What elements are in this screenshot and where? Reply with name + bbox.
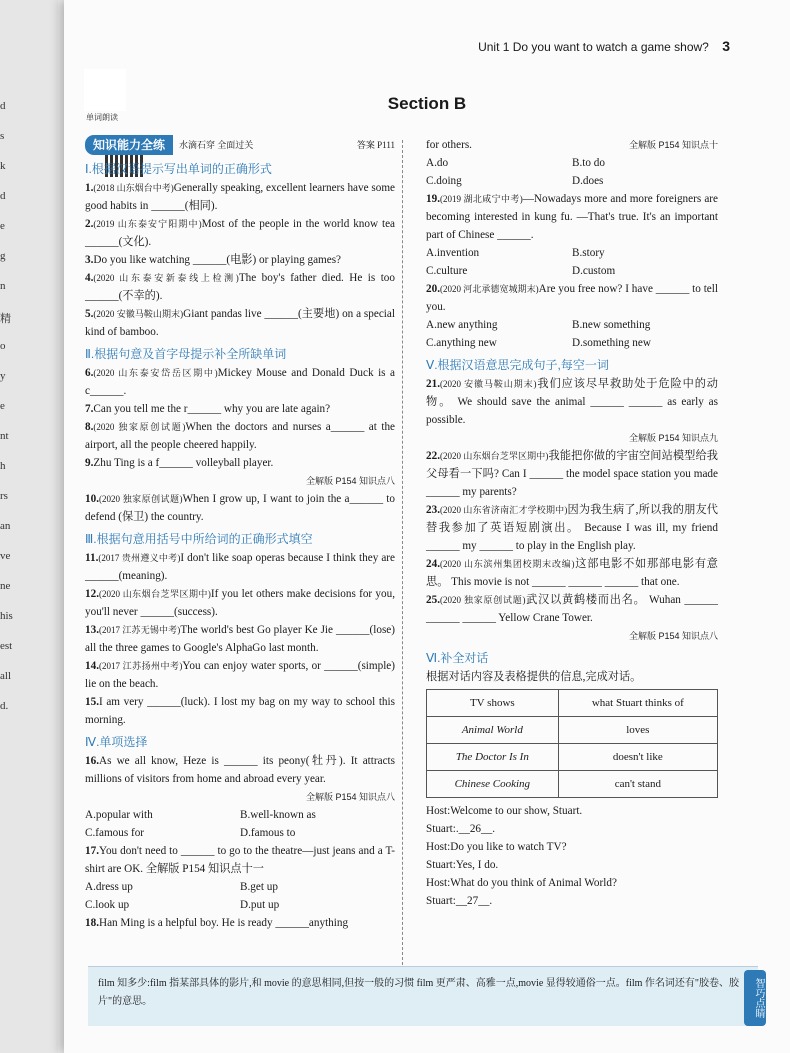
margin-fragment: nt: [0, 430, 9, 442]
question-source: (2018 山东烟台中考): [93, 183, 174, 193]
reference-note: 全解版 P154 知识点八: [628, 631, 718, 641]
question-source: (2020 安徽马鞍山期末): [93, 309, 184, 319]
dialog-line: Stuart:.__26__.: [426, 823, 495, 835]
question: [426, 190, 718, 244]
reference-note: 全解版 P154 知识点九: [628, 433, 718, 443]
question-text: The boy's father died. He is too ______(不幸的).: [85, 272, 395, 302]
question-text: Giant pandas live ______(主要地) on a special kind of bamboo.: [85, 308, 395, 338]
part-heading: Ⅳ.单项选择: [85, 735, 148, 749]
question-text: —Nowadays more and more foreigners are becoming interested in kung fu. —That's true. It's an important part of Chinese ______.: [426, 193, 718, 241]
question-text: You can enjoy water sports, or ______(simple) lie on the beach.: [85, 660, 395, 690]
question-source: (2020 安徽马鞍山期末): [439, 379, 537, 389]
option[interactable]: B.get up: [240, 881, 278, 893]
question-source: (2019 山东泰安宁阳期中): [93, 219, 202, 229]
question: [426, 375, 718, 429]
question-number: 4.: [85, 272, 94, 284]
question-text: Han Ming is a helpful boy. He is ready ______anything: [98, 917, 349, 929]
margin-fragment: an: [0, 520, 11, 532]
option[interactable]: C.look up: [85, 899, 130, 911]
question: [426, 555, 718, 591]
margin-fragment: ve: [0, 550, 11, 562]
text-line: [426, 136, 718, 154]
unit-title: Unit 1 Do you want to watch a game show?: [478, 40, 709, 54]
question-number: 8.: [85, 421, 94, 433]
question-source: (2020 山东烟台芝罘区期中): [98, 589, 211, 599]
margin-fragment: h: [0, 460, 6, 472]
question-source: (2019 湖北咸宁中考): [439, 194, 523, 204]
question-source: (2020 山东泰安岱岳区期中): [93, 368, 218, 378]
question-number: 17.: [85, 845, 99, 857]
question: [85, 585, 395, 621]
option[interactable]: D.famous to: [240, 827, 296, 839]
question: [85, 305, 395, 341]
question-text: As we all know, Heze is ______ its peony(牡丹). It attracts millions of visitors from home and abroad every year.: [85, 755, 395, 785]
table-cell: The Doctor Is In: [427, 744, 559, 771]
margin-fragment: d: [0, 100, 6, 112]
question: [85, 418, 395, 454]
option[interactable]: C.anything new: [426, 337, 497, 349]
question-source: (2020 河北承德宽城期末): [439, 284, 539, 294]
reference-note: 全解版 P154 知识点八: [305, 792, 395, 802]
option[interactable]: B.to do: [572, 157, 605, 169]
option[interactable]: A.new anything: [426, 319, 498, 331]
tip-footer: film 知多少:film 指某部具体的影片,和 movie 的意思相同,但按一般的习惯 film 更严肃、高雅一点,movie 显得较通俗一点。film 作名词还有"胶卷、胶片"的意思。: [88, 966, 758, 1026]
question-text: Generally speaking, excellent learners have some good habits in ______(相同).: [85, 182, 395, 212]
dialog-line: Stuart:__27__.: [426, 895, 493, 907]
question-source: (2017 江苏无锡中考): [98, 625, 181, 635]
option[interactable]: A.popular with: [85, 809, 153, 821]
option[interactable]: C.famous for: [85, 827, 145, 839]
banner-subtitle: 水滴石穿 全面过关: [179, 140, 254, 150]
table-cell: Chinese Cooking: [427, 771, 559, 798]
dialog-line: Host:Do you like to watch TV?: [426, 841, 567, 853]
option[interactable]: A.invention: [426, 247, 480, 259]
tv-show-table: [426, 689, 718, 798]
question-text: for others.: [426, 139, 472, 151]
question-text: 根据对话内容及表格提供的信息,完成对话。: [426, 671, 642, 683]
question-number: 6.: [85, 367, 94, 379]
question-number: 11.: [85, 552, 99, 564]
question-source: (2017 江苏扬州中考): [98, 661, 183, 671]
table-header-cell: TV shows: [427, 690, 559, 717]
question-number: 22.: [426, 450, 440, 462]
right-column: [426, 136, 718, 910]
options: [85, 878, 395, 914]
section-title: Section B: [387, 94, 467, 113]
margin-fragment: n: [0, 280, 6, 292]
option[interactable]: B.story: [572, 247, 605, 259]
question-number: 2.: [85, 218, 94, 230]
question-text: Mickey Mouse and Donald Duck is a c______.: [85, 367, 395, 397]
question-text: When I grow up, I want to join the a______ to defend (保卫) the country.: [85, 493, 396, 523]
question-number: 13.: [85, 624, 99, 636]
margin-fragment: rs: [0, 490, 8, 502]
question-text: When the doctors and nurses a______ at the airport, all the people cheered happily.: [85, 421, 396, 451]
question-text: 武汉以黄鹤楼而出名。 Wuhan ______ ______ ______ Yellow Crane Tower.: [426, 594, 718, 624]
question: [85, 490, 395, 526]
workbook-page: [64, 0, 790, 1053]
question-source: (2020 独家原创试题): [93, 422, 186, 432]
table-header-cell: what Stuart thinks of: [558, 690, 717, 717]
question-text: I don't like soap operas because I think they are ______(meaning).: [85, 552, 395, 582]
margin-fragment: s: [0, 130, 5, 142]
question: [85, 914, 395, 932]
option[interactable]: B.well-known as: [240, 809, 316, 821]
options: [85, 806, 395, 842]
question: [85, 269, 395, 305]
question-number: 24.: [426, 558, 440, 570]
margin-fragment: his: [0, 610, 13, 622]
dialog-line: Stuart:Yes, I do.: [426, 859, 499, 871]
question: [426, 447, 718, 501]
margin-fragment: e: [0, 400, 5, 412]
question-text: I am very ______(luck). I lost my bag on my way to school this morning.: [85, 696, 395, 726]
column-divider: [402, 140, 403, 965]
question-number: 21.: [426, 378, 440, 390]
option[interactable]: B.new something: [572, 319, 651, 331]
page-number: 3: [722, 38, 730, 54]
question-text: If you let others make decisions for you, you'll never ______(success).: [85, 588, 395, 618]
margin-fragment: k: [0, 160, 6, 172]
question-text: 这部电影不如那部电影有意思。 This movie is not ______ ______ ______ that one.: [426, 558, 718, 588]
options: [426, 154, 718, 190]
question: [85, 251, 395, 269]
margin-fragment: e: [0, 220, 5, 232]
question-text: 我们应该尽早救助处于危险中的动物。 We should save the animal ______ ______ as early as possible.: [426, 378, 718, 426]
side-tab: 智巧点睛: [744, 970, 766, 1026]
question-number: 7.: [85, 403, 94, 415]
question-source: (2020 独家原创试题): [439, 595, 526, 605]
margin-fragment: d.: [0, 700, 9, 712]
part-heading: Ⅵ.补全对话: [426, 651, 489, 665]
question-number: 15.: [85, 696, 99, 708]
reference-note: 全解版 P154 知识点十: [628, 140, 718, 150]
question-text: 因为我生病了,所以我的朋友代替我参加了英语短剧演出。 Because I was ill, my friend ______ my ______ to play in the English play.: [426, 504, 718, 552]
question-source: (2020 山东烟台芝罘区期中): [439, 451, 549, 461]
option[interactable]: D.something new: [572, 337, 651, 349]
question-number: 14.: [85, 660, 99, 672]
adjacent-page-edge: [0, 0, 58, 1053]
dialog-line: Host:What do you think of Animal World?: [426, 877, 617, 889]
left-column: [85, 136, 395, 932]
option[interactable]: C.culture: [426, 265, 468, 277]
question-source: (2020 山东泰安新泰线上检测): [93, 273, 239, 283]
question: [426, 591, 718, 627]
option[interactable]: C.doing: [426, 175, 462, 187]
question-text: Can you tell me the r______ why you are late again?: [93, 403, 331, 415]
option[interactable]: A.dress up: [85, 881, 133, 893]
question: [85, 364, 395, 400]
option[interactable]: A.do: [426, 157, 449, 169]
question: [85, 752, 395, 788]
question: [426, 280, 718, 316]
options: [426, 316, 718, 352]
question: [85, 693, 395, 729]
question-number: 25.: [426, 594, 440, 606]
margin-fragment: g: [0, 250, 6, 262]
dialog-line: Host:Welcome to our show, Stuart.: [426, 805, 583, 817]
margin-fragment: o: [0, 340, 6, 352]
dialog: [426, 802, 718, 910]
question: [426, 501, 718, 555]
question-number: 19.: [426, 193, 440, 205]
question-number: 9.: [85, 457, 94, 469]
page-header: [478, 38, 730, 54]
question-text: Do you like watching ______(电影) or playing games?: [93, 254, 342, 266]
options: [426, 244, 718, 280]
margin-fragment: ne: [0, 580, 11, 592]
margin-fragment: d: [0, 190, 6, 202]
margin-fragment: all: [0, 670, 11, 682]
question: [85, 842, 395, 878]
question-number: 20.: [426, 283, 440, 295]
question-number: 5.: [85, 308, 94, 320]
question-text: Most of the people in the world know tea ______(文化).: [85, 218, 395, 248]
banner-tag: 知识能力全练: [85, 135, 173, 155]
question-number: 18.: [85, 917, 99, 929]
section-banner: [85, 136, 395, 154]
question-text: Zhu Ting is a f______ volleyball player.: [93, 457, 274, 469]
question-source: (2020 山东省济南汇才学校期中): [439, 505, 568, 515]
part-heading: Ⅲ.根据句意用括号中所给词的正确形式填空: [85, 532, 313, 546]
question: [85, 179, 395, 215]
option[interactable]: D.put up: [240, 899, 280, 911]
question-text: Are you free now? I have ______ to tell you.: [426, 283, 718, 313]
question: [85, 621, 395, 657]
table-cell: can't stand: [558, 771, 717, 798]
table-cell: Animal World: [427, 717, 559, 744]
question: [85, 549, 395, 585]
question: [85, 400, 395, 418]
question-source: (2020 独家原创试题): [98, 494, 183, 504]
reference-note: 全解版 P154 知识点八: [305, 476, 395, 486]
question-number: 16.: [85, 755, 99, 767]
part-heading: Ⅴ.根据汉语意思完成句子,每空一词: [426, 358, 609, 372]
margin-fragment: est: [0, 640, 13, 652]
text-line: [426, 668, 718, 686]
option[interactable]: D.custom: [572, 265, 616, 277]
margin-fragment: y: [0, 370, 6, 382]
option[interactable]: D.does: [572, 175, 604, 187]
question-source: (2020 山东滨州集团校期末改编): [439, 559, 575, 569]
question-text: The world's best Go player Ke Jie ______(lose) all the three games to Google's AlphaGo last month.: [85, 624, 395, 654]
question-text: You don't need to ______ to go to the theatre—just jeans and a T-shirt are OK. 全解版 P154 知识点十一: [85, 845, 395, 875]
question-text: 我能把你做的宇宙空间站模型给我父母看一下吗? Can I ______ the model space station you made ______ my parents?: [426, 450, 718, 498]
question-number: 23.: [426, 504, 440, 516]
question: [85, 454, 395, 472]
question: [85, 657, 395, 693]
question-source: (2017 贵州遵义中考): [98, 553, 181, 563]
question-number: 12.: [85, 588, 99, 600]
part-heading: Ⅱ.根据句意及首字母提示补全所缺单词: [85, 347, 287, 361]
table-cell: doesn't like: [558, 744, 717, 771]
question-number: 3.: [85, 254, 94, 266]
answer-ref: 答案 P111: [356, 140, 395, 150]
qr-label: 单词朗读: [86, 113, 118, 122]
question-number: 1.: [85, 182, 94, 194]
question-number: 10.: [85, 493, 99, 505]
margin-fragment: 精: [0, 313, 11, 325]
question: [85, 215, 395, 251]
table-cell: loves: [558, 717, 717, 744]
part-heading: Ⅰ.根据汉语提示写出单词的正确形式: [85, 162, 272, 176]
